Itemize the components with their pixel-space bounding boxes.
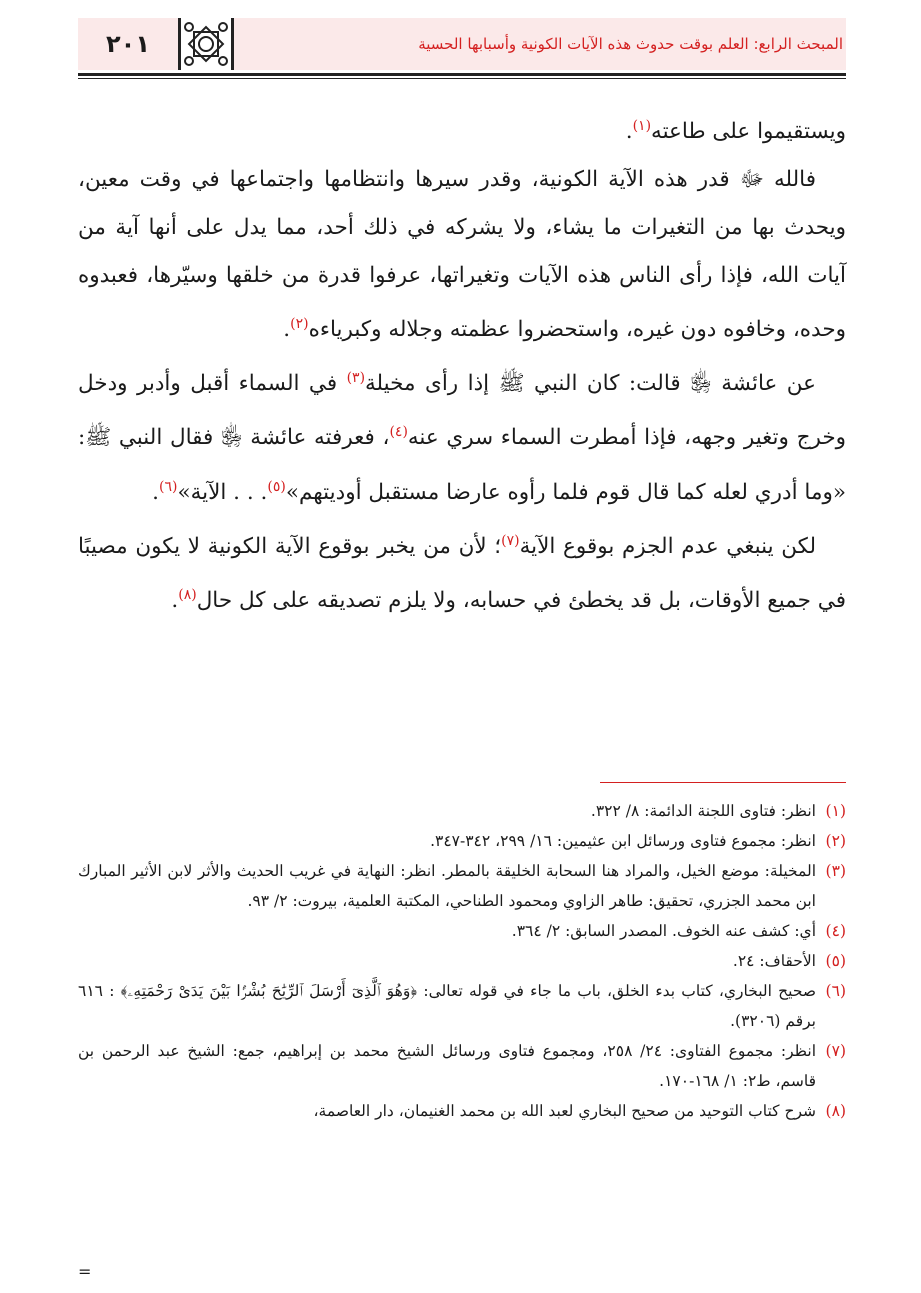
footnote-ref-6[interactable]: (٦) (158, 478, 178, 495)
page-number: ٢٠١ (106, 30, 150, 58)
footnote-number: (٥) (825, 952, 846, 970)
footnote-ref-2[interactable]: (٢) (290, 316, 309, 333)
paragraph-4 (78, 517, 846, 625)
geometric-star-ornament-icon (178, 18, 234, 70)
footnote-ref-5[interactable]: (٥) (267, 478, 286, 495)
footnote-3 (78, 856, 846, 916)
footnote-text: الأحقاف: ٢٤. (732, 952, 816, 970)
p3-text-d: . . . الآية» (177, 479, 268, 505)
paragraph-3 (78, 354, 846, 516)
footnote-ref-3[interactable]: (٣) (346, 370, 366, 387)
header-divider-thin (78, 78, 846, 79)
footnote-8 (78, 1096, 846, 1126)
footnote-ref-8[interactable]: (٨) (178, 586, 197, 603)
footnote-separator (600, 782, 846, 783)
footnote-ref-7[interactable]: (٧) (501, 532, 520, 549)
footnote-7 (78, 1036, 846, 1096)
footnote-ref-4[interactable]: (٤) (389, 424, 408, 441)
main-text (78, 102, 846, 625)
p4-text-b: ؛ لأن من يخبر بوقوع الآية الكونية لا يكون مصيبًا في جميع الأوقات، بل قد يخطئ في حسابه، ولا يلزم تصديقه على كل حال (78, 533, 846, 614)
footnote-number: (٢) (825, 832, 846, 850)
footnote-text: أي: كشف عنه الخوف. المصدر السابق: ٢/ ٣٦٤. (511, 922, 816, 940)
footnote-number: (٧) (825, 1042, 846, 1060)
p4-end: . (171, 588, 179, 614)
header-divider (78, 73, 846, 76)
p2-text: فالله ﷻ قدر هذه الآية الكونية، وقدر سيرها وانتظامها واجتماعها في وقت معين، ويحدث بها من التغيرات ما يشاء، ولا يشركه في ذلك أحد، مما يدل على أنها آية من آيات الله، فإذا رأى الناس هذه الآيات وتغيراتها، عرفوا قدرة من خلقها وسيّرها، فعبدوه وحده، وخافوه دون غيره، واستحضروا عظمته وجلاله وكبرياءه (78, 167, 846, 343)
footnotes (78, 796, 846, 1126)
footnote-text: شرح كتاب التوحيد من صحيح البخاري لعبد الله بن محمد الغنيمان، دار العاصمة، (313, 1102, 816, 1120)
footnote-5 (78, 946, 846, 976)
footnote-text: المخيلة: موضع الخيل، والمراد هنا السحابة الخليقة بالمطر. انظر: النهاية في غريب الحديث والأثر لابن الأثير المبارك ابن محمد الجزري، تحقيق: طاهر الزاوي ومحمود الطناحي، المكتبة العلمية، بيروت: ٢/ ٩٣. (78, 862, 816, 910)
footnote-text: انظر: مجموع الفتاوى: ٢٤/ ٢٥٨، ومجموع فتاوى ورسائل الشيخ محمد بن إبراهيم، جمع: الشيخ عبد الرحمن بن قاسم، ط٢: ١/ ١٦٨-١٧٠. (78, 1042, 816, 1090)
p3-text-a: عن عائشة ﵂ قالت: كان النبي ﷺ إذا رأى مخيلة (365, 371, 816, 397)
footnote-1 (78, 796, 846, 826)
footnote-number: (٣) (825, 862, 846, 880)
continuation-mark: = (78, 1262, 92, 1281)
p1-text: ويستقيموا على طاعته (651, 119, 846, 145)
footnote-4 (78, 916, 846, 946)
footnote-number: (٤) (825, 922, 846, 940)
p2-end: . (283, 317, 291, 343)
p3-text-b: في السماء أقبل وأدبر ودخل وخرج وتغير وجهه، فإذا أمطرت السماء سري عنه (78, 371, 846, 451)
p3-end: . (152, 479, 159, 505)
paragraph-1 (78, 102, 846, 156)
footnote-text: انظر: فتاوى اللجنة الدائمة: ٨/ ٣٢٢. (590, 802, 816, 820)
footnote-number: (١) (825, 802, 846, 820)
p1-end: . (625, 119, 633, 145)
footnote-number: (٨) (825, 1102, 846, 1120)
footnote-text: صحيح البخاري، كتاب بدء الخلق، باب ما جاء في قوله تعالى: ﴿وَهُوَ ٱلَّذِىٓ أَرْسَلَ ٱلرِّيَٰحَ بُشْرًۢا بَيْنَ يَدَىْ رَحْمَتِهِۦ﴾ : ٦١٦ برقم (٣٢٠٦). (78, 982, 816, 1030)
footnote-2 (78, 826, 846, 856)
p3-text-c: ، فعرفته عائشة ﵂ فقال النبي ﷺ: «وما أدري لعله كما قال قوم فلما رأوه عارضا مستقبل أوديتهم» (78, 425, 846, 505)
footnote-6 (78, 976, 846, 1036)
running-title: المبحث الرابع: العلم بوقت حدوث هذه الآيات الكونية وأسبابها الحسية (418, 35, 843, 53)
paragraph-2 (78, 156, 846, 354)
footnote-ref-1[interactable]: (١) (632, 118, 652, 134)
footnote-number: (٦) (825, 982, 846, 1000)
p4-text-a: لكن ينبغي عدم الجزم بوقوع الآية (519, 533, 817, 559)
footnote-text: انظر: مجموع فتاوى ورسائل ابن عثيمين: ١٦/ ٢٩٩، ٣٤٢-٣٤٧. (430, 832, 816, 850)
